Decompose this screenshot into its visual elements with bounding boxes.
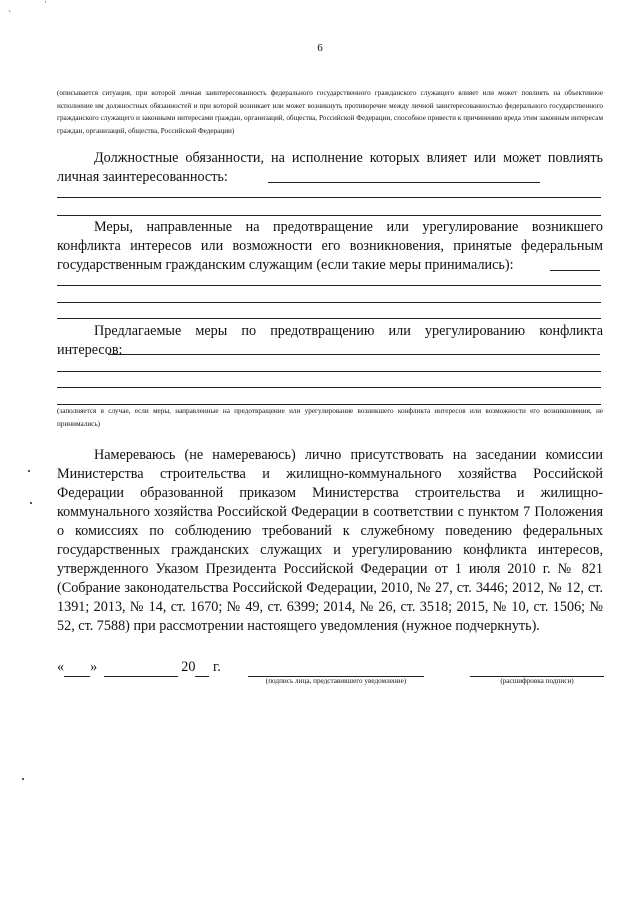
date-close-quote: » — [90, 659, 98, 675]
duties-label: Должностные обязанности, на исполнение которых влияет или может повлиять личная заинтересованность: — [57, 150, 603, 185]
blank-line[interactable] — [57, 302, 601, 303]
blank-line[interactable] — [57, 215, 601, 216]
blank-line[interactable] — [57, 318, 601, 319]
fill-note: (заполняется в случае, если меры, направленные на предотвращение или урегулирование возникшего конфликта интересов или возможности его возникновения, не принимались) — [57, 407, 603, 428]
page-number: 6 — [317, 42, 323, 54]
date-year-blank[interactable] — [195, 659, 209, 677]
measures-taken-label: Меры, направленные на предотвращение или урегулирование возникшего конфликта интересов или возможности его возникновения, принятые федеральным государственным гражданским служащим (если такие меры принимались): — [57, 219, 603, 273]
date-field — [57, 659, 221, 677]
scan-mark: ˋ — [8, 10, 12, 21]
date-year-prefix: 20 — [181, 659, 196, 675]
date-year-suffix: г. — [213, 659, 221, 675]
blank-line[interactable] — [57, 387, 601, 388]
blank-line[interactable] — [57, 285, 601, 286]
date-day-blank[interactable] — [64, 659, 90, 677]
measures-taken-section — [57, 218, 603, 275]
scan-speck — [28, 470, 30, 472]
date-open-quote: « — [57, 659, 65, 675]
measures-taken-input-line[interactable] — [550, 270, 600, 271]
date-month-blank[interactable] — [104, 659, 178, 677]
blank-line[interactable] — [57, 371, 601, 372]
situation-note: (описывается ситуация, при которой личная заинтересованность федерального государственного гражданского служащего влияет или может повлиять на объективное исполнение им должностных обязанностей и при которой возникает или может возникнуть противоречие между личной заинтересованностью федерального государственного гражданского служащего и законными интересами граждан, организаций, общества, Российской Федерации, способное привести к причинению вреда этим законным интересам граждан, организаций, общества, Российской Федерации) — [57, 89, 603, 135]
scan-mark: ˈ — [44, 0, 48, 11]
duties-input-line[interactable] — [268, 182, 540, 183]
signature-caption: (подпись лица, представившего уведомление) — [265, 677, 407, 685]
scan-speck — [22, 778, 24, 780]
proposed-measures-label: Предлагаемые меры по предотвращению или урегулированию конфликта интересов: — [57, 323, 603, 358]
proposed-measures-input-line[interactable] — [108, 354, 600, 355]
blank-line[interactable] — [57, 197, 601, 198]
decoding-caption: (расшифровка подписи) — [500, 677, 574, 685]
scan-speck — [30, 502, 32, 504]
intent-paragraph: Намереваюсь (не намереваюсь) лично присутствовать на заседании комиссии Министерства строительства и жилищно-коммунального хозяйства Российской Федерации образованной приказом Министерства строительства и жилищно-коммунального хозяйства Российской Федерации в соответствии с пунктом 7 Положения о комиссиях по соблюдению требований к служебному поведению федеральных государственных гражданских служащих и урегулированию конфликта интересов, утвержденного Указом Президента Российской Федерации от 1 июля 2010 г. № 821 (Собрание законодательства Российской Федерации, 2010, № 27, ст. 3446; 2012, № 12, ст. 1391; 2013, № 14, ст. 1670; № 49, ст. 6399; 2014, № 26, ст. 3518; 2015, № 10, ст. 1506; № 52, ст. 7588) при рассмотрении настоящего уведомления (нужное подчеркнуть). — [57, 447, 603, 634]
